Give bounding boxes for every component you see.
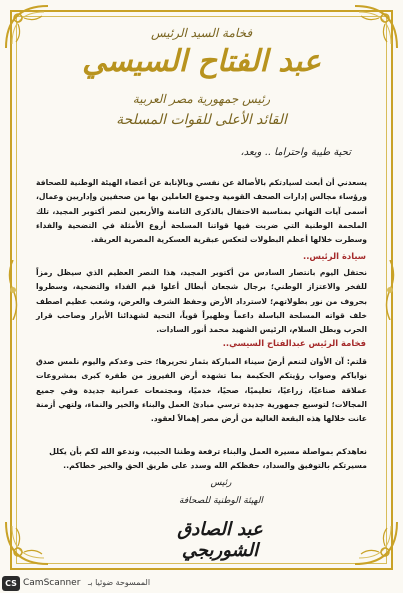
section-heading-mr-president: سيادة الرئيس.. (303, 251, 366, 261)
paragraph-sinai-development: قلتم: آن الأوان لتنعم أرضُ سيناء المباركة بثمار تحريرها؛ حتى وعدكم واليوم نلمس صدق نواياكم وصواب رؤيتكم الحكيمة بما تشهده أرض الفيروز من طفرة كبرى بمشروعات عملاقة صناعيًا، زراعيًا، تعليميًا، صحيًا، خدميًا، ومجتمعات عمرانية جديدة وفي جميع المجالات؛ لتوسيع جمهورية جديدة ترسي مبادئ العمل والبناء والخير والنماء، ولتهي أزمنة عانت خلالها هذه البقعة الغالية من أرض مصر إهمالاً لعقود. (36, 357, 367, 424)
recipient-role-commander: القائد الأعلى للقوات المسلحة (116, 112, 287, 128)
closing-paragraph: نعاهدكم بمواصلة مسيرة العمل والبناء ترفعة وطننا الحبيب، وندعو الله لكم بأن يكلل مسيرتكم بالتوفيق والسداد، حفظكم الله وسدد على طريق الحق والخير خطاكم.. (49, 447, 367, 470)
paragraph-congratulations: يسعدني أن أبعث لسيادتكم بالأصالة عن نفسي وبالإنابة عن أعضاء الهيئة الوطنية للصحافة ورؤساء مجالس إدارات الصحف القومية وجموع العاملين بها من صحفيين وإداريين وعمال، أسمى آيات التهاني بمناسبة الاحتفال بالذكرى الثامنة والأربعين لنصر أكتوبر المجيد، تلك الملحمة الوطنية التي ضربت فيها قواتنا المسلحة أروع الأمثلة في التضحية والفداء وسطرت خلالها أعظم البطولات لتعكس عبقرية العسكرية المصرية العريقة. (36, 178, 367, 245)
scanner-footer (0, 575, 403, 593)
side-ornament-icon (383, 260, 397, 320)
signature-organization: الهيئة الوطنية للصحافة (179, 496, 263, 506)
recipient-name: عبد الفتاح السيسي (82, 44, 321, 79)
side-ornament-icon (6, 260, 20, 320)
signature-name: عبد الصادق الشوربجي (177, 519, 263, 561)
scanned-with-label: الممسوحة ضوئيا بـ (88, 578, 151, 587)
camscanner-logo-icon: CS (2, 576, 20, 591)
corner-ornament-icon (4, 520, 50, 566)
recipient-honorific: فخامة السيد الرئيس (150, 26, 253, 40)
paragraph-october-victory: نحتفل اليوم بانتصار السادس من أكتوبر المجيد، هذا النصر العظيم الذي سيظل رمزاً للفخر والاعتزاز الوطني؛ برجال شجعان أبطال أعلوا قيم الفداء والتضحية، وسطروا بحروف من نور بطولاتهم؛ لاسترداد الأرض وحفظ الشرف والعرض، وشعب عظيم اصطف خلف قواته المسلحة الباسلة داعماً وظهيراً قوياً، التحية لشهدائنا الأبرار وصاحب قرار الحرب وبطل السلام، الرئيس الشهيد محمد أنور السادات. (36, 268, 367, 335)
camscanner-name: CamScanner (23, 578, 81, 588)
recipient-role-president: رئيس جمهورية مصر العربية (132, 92, 271, 106)
signature-title: رئيس (210, 478, 232, 488)
greeting-line: تحية طيبة واحتراما .. وبعد، (240, 147, 351, 158)
section-heading-president-sisi: فخامة الرئيس عبدالفتاح السيسي.. (222, 338, 366, 348)
corner-ornament-icon (353, 520, 399, 566)
